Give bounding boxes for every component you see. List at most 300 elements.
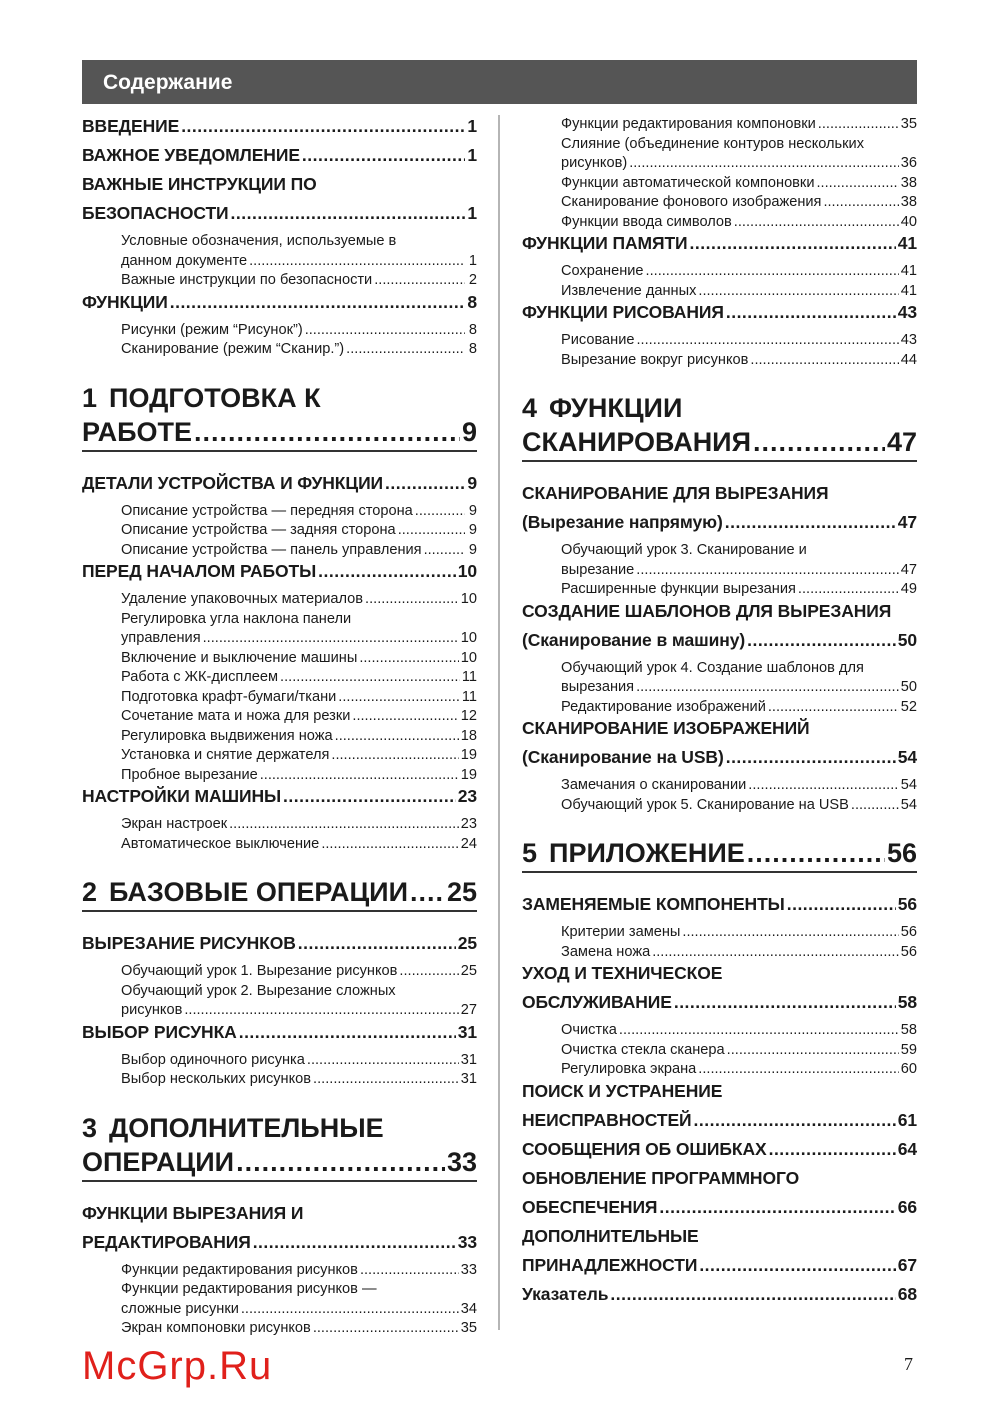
toc-entry-line [522, 1077, 917, 1106]
toc-entry-title: Рисование [561, 332, 635, 348]
dot-leader [747, 626, 896, 655]
toc-entry-title: Удаление упаковочных материалов [121, 591, 364, 607]
toc-entry-title: ДОПОЛНИТЕЛЬНЫЕ [109, 1112, 384, 1143]
toc-entry-line [82, 112, 477, 141]
dot-leader [249, 252, 465, 272]
toc-page-number: 1 [467, 116, 477, 136]
toc-entry-line [561, 1021, 917, 1041]
toc-entry-line [522, 1135, 917, 1164]
dot-leader [699, 1251, 895, 1280]
toc-entry-title: РАБОТЕ [82, 416, 193, 447]
toc-entry-line [82, 875, 477, 909]
dot-leader [305, 321, 465, 341]
toc-entry-line [121, 610, 477, 630]
toc-section-entry [522, 1222, 917, 1280]
toc-entry-line [121, 746, 477, 766]
toc-page-number: 27 [460, 1002, 477, 1018]
toc-entry-title: Критерии замены [561, 924, 681, 940]
dot-leader [181, 112, 465, 141]
toc-subsection-entry [522, 351, 917, 371]
toc-entry-title: ФУНКЦИИ ВЫРЕЗАНИЯ И [82, 1202, 304, 1223]
toc-page-number: 52 [900, 698, 917, 715]
toc-entry-line [121, 340, 477, 360]
toc-entry-line [82, 199, 477, 228]
toc-page-number: 9 [468, 522, 477, 538]
toc-page-number: 25 [460, 963, 477, 979]
toc-entry-title: ДЕТАЛИ УСТРОЙСТВА И ФУНКЦИИ [82, 472, 384, 493]
toc-entry-line [522, 298, 917, 327]
toc-entry-title: СКАНИРОВАНИЕ ИЗОБРАЖЕНИЙ [522, 718, 810, 738]
toc-entry-title: ПРИЛОЖЕНИЕ [549, 838, 745, 868]
toc-subsection-entry [82, 590, 477, 610]
toc-subsection-entry [82, 1319, 477, 1339]
dot-leader [302, 141, 465, 170]
dot-leader [283, 782, 456, 811]
toc-entry-line [82, 1145, 477, 1179]
toc-entry-title: Установка и снятие держателя [121, 747, 330, 763]
toc-page-number: 34 [460, 1300, 477, 1317]
toc-section-entry [82, 782, 477, 811]
dot-leader [236, 1145, 445, 1179]
dot-leader [682, 923, 898, 943]
toc-entry-line [522, 1106, 917, 1135]
toc-entry-line [82, 557, 477, 586]
toc-entry-title: Функции редактирования компоновки [561, 116, 816, 132]
toc-page-number: 8 [468, 341, 477, 357]
dot-leader [335, 727, 459, 747]
toc-chapter-entry [522, 391, 917, 462]
toc-subsection-entry [82, 688, 477, 708]
toc-entry-title: Извлечение данных [561, 282, 697, 299]
dot-leader [385, 469, 465, 498]
toc-entry-title: СКАНИРОВАНИЕ ДЛЯ ВЫРЕЗАНИЯ [522, 483, 829, 503]
watermark-logo: McGrp.Ru [82, 1344, 273, 1388]
toc-chapter-entry [522, 836, 917, 873]
toc-page-number: 47 [897, 512, 917, 532]
toc-entry-line [82, 1018, 477, 1047]
toc-page-number: 38 [900, 174, 917, 191]
toc-entry-title: ДОПОЛНИТЕЛЬНЫЕ [522, 1225, 699, 1246]
toc-subsection-entry [82, 1280, 477, 1319]
toc-entry-line [561, 135, 917, 155]
toc-entry-line [561, 174, 917, 194]
toc-entry-line [82, 1199, 477, 1228]
toc-page-number: 54 [900, 777, 917, 793]
dot-leader [698, 1060, 898, 1080]
toc-entry-line [121, 962, 477, 982]
toc-entry-line [522, 890, 917, 919]
toc-entry-title: Сканирование (режим “Сканир.”) [121, 341, 345, 357]
toc-entry-title: Обучающий урок 5. Сканирование на USB [561, 796, 849, 813]
toc-entry-line [82, 415, 477, 449]
toc-entry-title: Описание устройства — передняя сторона [121, 502, 413, 519]
toc-page-number: 23 [457, 786, 477, 806]
toc-right-column [522, 112, 917, 1309]
toc-subsection-entry [522, 923, 917, 943]
toc-entry-line [121, 1319, 477, 1339]
toc-entry-title: Описание устройства — задняя сторона [121, 522, 396, 538]
dot-leader [750, 351, 898, 371]
dot-leader [229, 815, 459, 835]
toc-entry-title: данном документе [121, 252, 248, 269]
toc-entry-line [561, 1041, 917, 1061]
toc-section-entry [82, 929, 477, 958]
toc-entry-title: Обучающий урок 2. Вырезание сложных [121, 982, 396, 999]
dot-leader [748, 776, 898, 796]
toc-entry-line [522, 391, 917, 425]
dot-leader [753, 425, 885, 459]
dot-leader [352, 707, 458, 727]
toc-entry-title: ОПЕРАЦИИ [82, 1146, 235, 1177]
dot-leader [851, 796, 899, 816]
toc-entry-line [561, 115, 917, 135]
toc-page-number: 66 [897, 1196, 917, 1217]
toc-page-number: 1 [467, 145, 477, 165]
toc-page-number: 1 [468, 252, 477, 269]
toc-entry-title: Регулировка угла наклона панели [121, 610, 352, 627]
dot-leader [725, 508, 896, 537]
toc-page-number: 56 [897, 894, 917, 914]
dot-leader [360, 1261, 459, 1281]
dot-leader [253, 1228, 456, 1257]
toc-entry-line [121, 629, 477, 649]
toc-entry-line [522, 229, 917, 258]
toc-page-number: 58 [900, 1022, 917, 1038]
toc-entry-line [561, 331, 917, 351]
toc-page-number: 9 [461, 416, 477, 447]
contents-title: Содержание [103, 71, 233, 94]
dot-leader [338, 688, 460, 708]
toc-entry-title: Выбор одиночного рисунка [121, 1051, 305, 1068]
toc-entry-title: Замечания о сканировании [561, 777, 747, 793]
toc-page-number: 56 [900, 943, 917, 960]
toc-page-number: 58 [897, 992, 917, 1012]
dot-leader [318, 557, 456, 586]
toc-entry-title: НАСТРОЙКИ МАШИНЫ [82, 786, 282, 806]
toc-page-number: 19 [460, 747, 477, 763]
toc-section-entry [522, 298, 917, 327]
toc-entry-title: Обучающий урок 4. Создание шаблонов для [561, 659, 864, 676]
toc-page-number: 25 [457, 933, 477, 953]
toc-entry-line [121, 815, 477, 835]
toc-page-number: 43 [900, 332, 917, 348]
toc-subsection-entry [522, 776, 917, 796]
toc-subsection-entry [522, 331, 917, 351]
dot-leader [727, 1041, 899, 1061]
toc-entry-line [121, 1300, 477, 1320]
toc-entry-line [121, 1051, 477, 1071]
toc-entry-line [121, 590, 477, 610]
dot-leader [398, 521, 465, 541]
toc-entry-line [561, 351, 917, 371]
toc-page-number: 10 [460, 591, 477, 607]
dot-leader [646, 262, 899, 282]
toc-entry-title: Экран компоновки рисунков [121, 1320, 311, 1336]
dot-leader [331, 746, 458, 766]
toc-entry-line [82, 469, 477, 498]
toc-page-number: 9 [468, 541, 477, 558]
toc-page-number: 44 [900, 351, 917, 368]
toc-entry-title: Работа с ЖК-дисплеем [121, 669, 279, 685]
toc-entry-line [561, 154, 917, 174]
toc-page-number: 56 [886, 838, 917, 868]
toc-subsection-entry [522, 659, 917, 698]
toc-subsection-entry [82, 649, 477, 669]
dot-leader [307, 1051, 459, 1071]
toc-entry-title: рисунков) [561, 155, 628, 171]
toc-page-number: 36 [900, 155, 917, 171]
toc-subsection-entry [82, 502, 477, 522]
toc-entry-title: СООБЩЕНИЯ ОБ ОШИБКАХ [522, 1138, 767, 1159]
toc-entry-line [121, 649, 477, 669]
toc-page-number: 54 [897, 747, 917, 767]
toc-entry-title: ПОДГОТОВКА К [109, 382, 321, 413]
toc-page-number: 8 [468, 321, 477, 338]
toc-entry-line [121, 727, 477, 747]
toc-entry-line [82, 170, 477, 199]
toc-section-entry [522, 229, 917, 258]
toc-subsection-entry [522, 262, 917, 282]
toc-chapter-entry [82, 875, 477, 912]
toc-entry-line [522, 988, 917, 1017]
toc-subsection-entry [82, 746, 477, 766]
toc-entry-title: Подготовка крафт-бумаги/ткани [121, 688, 337, 705]
toc-page-number: 33 [460, 1261, 477, 1278]
toc-page-number: 31 [460, 1071, 477, 1087]
toc-subsection-entry [82, 707, 477, 727]
toc-entry-line [561, 776, 917, 796]
toc-subsection-entry [82, 321, 477, 341]
toc-entry-line [121, 252, 477, 272]
toc-page-number: 40 [900, 213, 917, 230]
toc-page-number: 38 [900, 194, 917, 210]
toc-page-number: 41 [900, 263, 917, 279]
toc-page-number: 50 [900, 679, 917, 695]
dot-leader [747, 836, 885, 870]
toc-entry-title: ВАЖНЫЕ ИНСТРУКЦИИ ПО [82, 174, 317, 194]
toc-entry-title: Выбор нескольких рисунков [121, 1071, 312, 1087]
toc-page-number: 10 [460, 649, 477, 666]
dot-leader [346, 340, 465, 360]
toc-entry-line [561, 561, 917, 581]
dot-leader [321, 835, 458, 855]
dot-leader [823, 193, 898, 213]
toc-entry-title: Условные обозначения, используемые в [121, 233, 397, 249]
toc-entry-line [522, 1251, 917, 1280]
toc-entry-line [522, 743, 917, 772]
toc-entry-title: Важные инструкции по безопасности [121, 272, 373, 288]
toc-section-entry [522, 1164, 917, 1222]
toc-subsection-entry [522, 135, 917, 174]
toc-subsection-entry [522, 115, 917, 135]
toc-section-entry [82, 112, 477, 141]
toc-page-number: 19 [460, 766, 477, 783]
toc-entry-line [82, 141, 477, 170]
toc-entry-line [522, 714, 917, 743]
toc-page-number: 47 [900, 561, 917, 578]
toc-entry-line [121, 1261, 477, 1281]
toc-entry-title: Пробное вырезание [121, 766, 258, 783]
toc-subsection-entry [82, 1261, 477, 1281]
dot-leader [280, 668, 460, 688]
toc-subsection-entry [522, 796, 917, 816]
toc-entry-title: ФУНКЦИИ [549, 393, 683, 423]
toc-section-entry [82, 1018, 477, 1047]
toc-entry-line [82, 929, 477, 958]
toc-page-number: 61 [897, 1109, 917, 1130]
toc-entry-title: (Сканирование в машину) [522, 629, 746, 650]
chapter-number: 3 [82, 1112, 98, 1143]
toc-section-entry [82, 141, 477, 170]
dot-leader [410, 875, 445, 909]
toc-section-entry [82, 170, 477, 228]
toc-page-number: 24 [460, 835, 477, 852]
toc-entry-line [522, 508, 917, 537]
dot-leader [313, 1070, 459, 1090]
toc-subsection-entry [82, 835, 477, 855]
toc-entry-title: НЕИСПРАВНОСТЕЙ [522, 1109, 692, 1130]
chapter-number: 2 [82, 877, 98, 907]
toc-section-entry [522, 1280, 917, 1309]
toc-entry-line [121, 668, 477, 688]
toc-page-number: 41 [897, 233, 917, 253]
toc-section-entry [522, 959, 917, 1017]
dot-leader [690, 229, 896, 258]
toc-entry-line [522, 1164, 917, 1193]
toc-entry-line [522, 1222, 917, 1251]
toc-entry-title: Очистка [561, 1022, 617, 1038]
toc-chapter-entry [82, 381, 477, 452]
toc-subsection-entry [82, 340, 477, 360]
chapter-number: 5 [522, 838, 538, 868]
toc-entry-title: ОБЕСПЕЧЕНИЯ [522, 1196, 658, 1217]
toc-entry-line [121, 232, 477, 252]
toc-entry-title: СКАНИРОВАНИЯ [522, 427, 751, 457]
toc-entry-line [561, 262, 917, 282]
dot-leader [694, 1106, 896, 1135]
toc-subsection-entry [82, 668, 477, 688]
toc-page-number: 64 [897, 1138, 917, 1159]
toc-subsection-entry [522, 1041, 917, 1061]
toc-subsection-entry [82, 1051, 477, 1071]
toc-page-number: 31 [457, 1021, 477, 1042]
dot-leader [637, 331, 899, 351]
toc-subsection-entry [522, 541, 917, 580]
dot-leader [629, 154, 899, 174]
toc-entry-line [82, 782, 477, 811]
toc-section-entry [82, 1199, 477, 1257]
dot-leader [313, 1319, 459, 1339]
toc-page-number: 41 [900, 282, 917, 299]
dot-leader [818, 115, 899, 135]
toc-entry-title: ПРИНАДЛЕЖНОСТИ [522, 1254, 698, 1275]
toc-entry-title: рисунков [121, 1002, 183, 1018]
dot-leader [636, 678, 899, 698]
toc-subsection-entry [82, 815, 477, 835]
toc-entry-title: Указатель [522, 1283, 609, 1304]
toc-entry-line [522, 1280, 917, 1309]
toc-entry-line [121, 521, 477, 541]
toc-entry-title: Очистка стекла сканера [561, 1041, 725, 1058]
toc-entry-title: Автоматическое выключение [121, 835, 320, 852]
toc-entry-title: вырезания [561, 679, 635, 695]
dot-leader [674, 988, 896, 1017]
toc-page-number: 49 [900, 581, 917, 597]
toc-subsection-entry [82, 521, 477, 541]
toc-entry-title: Регулировка экрана [561, 1061, 697, 1077]
toc-page-number: 68 [897, 1283, 917, 1304]
toc-entry-title: ПОИСК И УСТРАНЕНИЕ [522, 1080, 723, 1101]
toc-entry-title: Слияние (объединение контуров нескольких [561, 135, 864, 152]
toc-page-number: 43 [897, 302, 917, 322]
toc-page-number: 33 [446, 1146, 477, 1177]
toc-entry-title: ВАЖНОЕ УВЕДОМЛЕНИЕ [82, 145, 300, 165]
toc-entry-title: ОБСЛУЖИВАНИЕ [522, 992, 672, 1012]
toc-entry-title: Сохранение [561, 263, 644, 279]
toc-entry-line [522, 626, 917, 655]
toc-section-entry [82, 469, 477, 498]
toc-page-number: 56 [900, 924, 917, 940]
toc-entry-line [82, 1111, 477, 1145]
toc-entry-title: СОЗДАНИЕ ШАБЛОНОВ ДЛЯ ВЫРЕЗАНИЯ [522, 600, 892, 621]
toc-entry-title: (Вырезание напрямую) [522, 512, 723, 532]
dot-leader [659, 1193, 895, 1222]
dot-leader [726, 298, 896, 327]
toc-page-number: 10 [457, 561, 477, 581]
dot-leader [365, 590, 459, 610]
dot-leader [769, 1135, 896, 1164]
toc-entry-title: Функции редактирования рисунков — [121, 1281, 377, 1297]
toc-section-entry [522, 479, 917, 537]
toc-section-entry [82, 288, 477, 317]
dot-leader [415, 502, 465, 522]
toc-page-number: 9 [468, 502, 477, 519]
toc-entry-title: Функции автоматической компоновки [561, 174, 815, 191]
toc-entry-line [82, 381, 477, 415]
toc-entry-title: Замена ножа [561, 943, 651, 960]
toc-page-number: 33 [457, 1231, 477, 1252]
toc-entry-line [522, 836, 917, 870]
toc-page-number: 12 [460, 708, 477, 724]
toc-page-number: 1 [467, 203, 477, 223]
dot-leader [298, 929, 456, 958]
toc-entry-title: Экран настроек [121, 816, 228, 832]
toc-section-entry [522, 890, 917, 919]
toc-subsection-entry [82, 962, 477, 982]
toc-section-entry [522, 1135, 917, 1164]
dot-leader [231, 199, 465, 228]
toc-entry-title: ОБНОВЛЕНИЕ ПРОГРАММНОГО [522, 1167, 800, 1188]
toc-subsection-entry [82, 982, 477, 1021]
dot-leader [203, 629, 459, 649]
toc-entry-title: БЕЗОПАСНОСТИ [82, 203, 229, 223]
toc-entry-title: Вырезание вокруг рисунков [561, 351, 749, 368]
toc-section-entry [522, 714, 917, 772]
toc-page-number: 25 [446, 877, 477, 907]
toc-page-number: 54 [900, 796, 917, 813]
toc-page-number: 11 [461, 688, 477, 705]
toc-subsection-entry [82, 1070, 477, 1090]
dot-leader [170, 288, 465, 317]
toc-entry-line [561, 659, 917, 679]
toc-entry-line [522, 425, 917, 459]
toc-page-number: 59 [900, 1041, 917, 1058]
toc-entry-line [121, 1280, 477, 1300]
toc-entry-title: Рисунки (режим “Рисунок”) [121, 321, 303, 338]
toc-page-number: 50 [897, 629, 917, 650]
page-number: 7 [904, 1354, 913, 1374]
toc-entry-line [522, 1193, 917, 1222]
